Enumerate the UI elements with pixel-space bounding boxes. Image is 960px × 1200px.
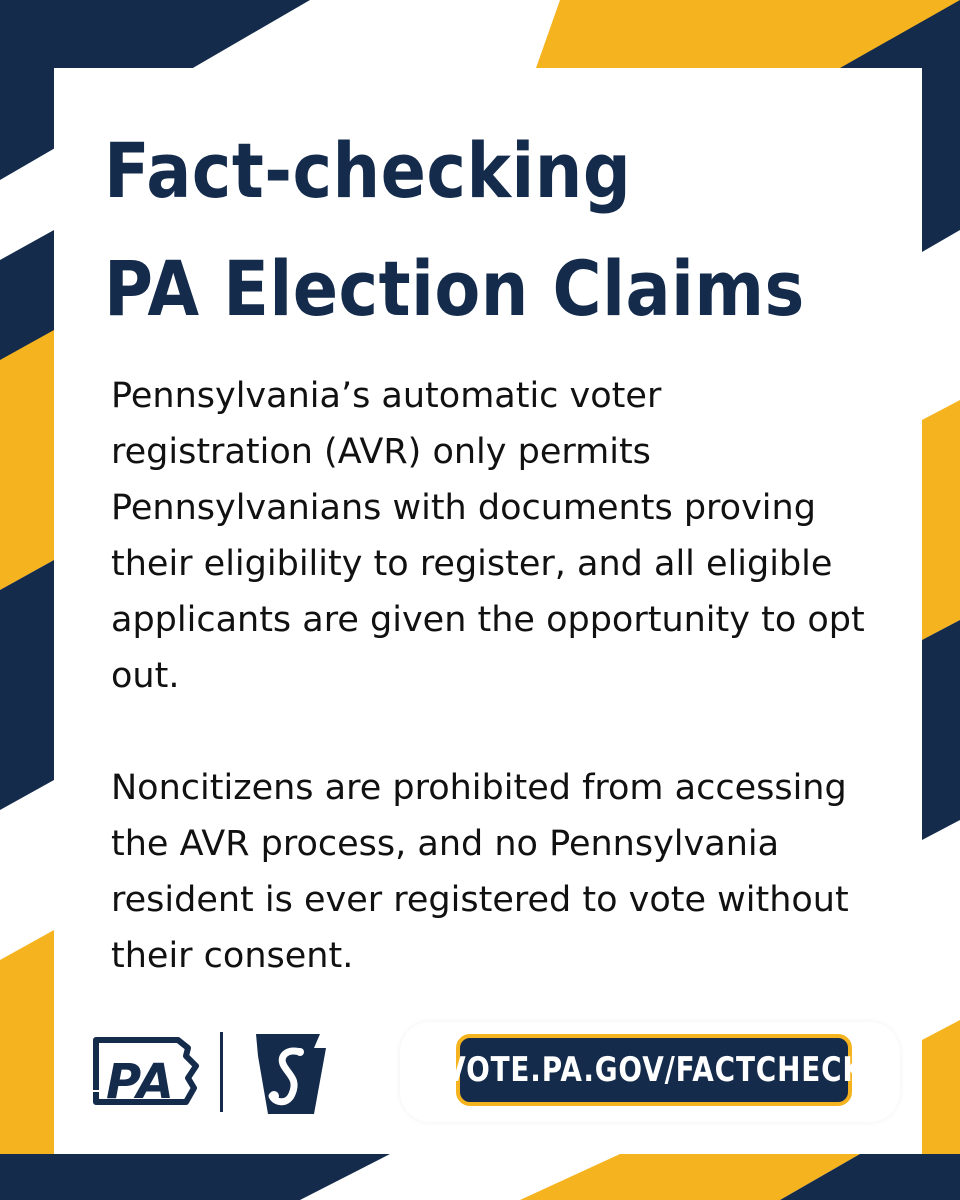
factcheck-link-button[interactable] xyxy=(443,1034,865,1106)
content-card xyxy=(54,68,922,1154)
logo-group xyxy=(90,1026,350,1118)
logo-divider xyxy=(220,1032,223,1112)
headline-line-2: PA Election Claims xyxy=(104,244,805,333)
factcheck-link-label: VOTE.PA.GOV/FACTCHECK xyxy=(443,1050,865,1090)
cta-container xyxy=(400,1022,900,1122)
pa-state-logo-icon xyxy=(90,1026,210,1118)
pa-logo-text: PA xyxy=(106,1054,174,1110)
headline xyxy=(104,112,808,348)
paragraph-1: Pennsylvania’s automatic voter registration (AVR) only permits Pennsylvanians with documents proving their eligibility to register, and all eligible applicants are given the opportunity to opt out. xyxy=(111,376,865,696)
keystone-seal-icon xyxy=(238,1026,338,1118)
paragraph-2: Noncitizens are prohibited from accessing the AVR process, and no Pennsylvania resident is ever registered to vote without their consent. xyxy=(111,768,849,976)
headline-line-1: Fact-checking xyxy=(104,126,632,215)
body-text xyxy=(111,368,871,984)
